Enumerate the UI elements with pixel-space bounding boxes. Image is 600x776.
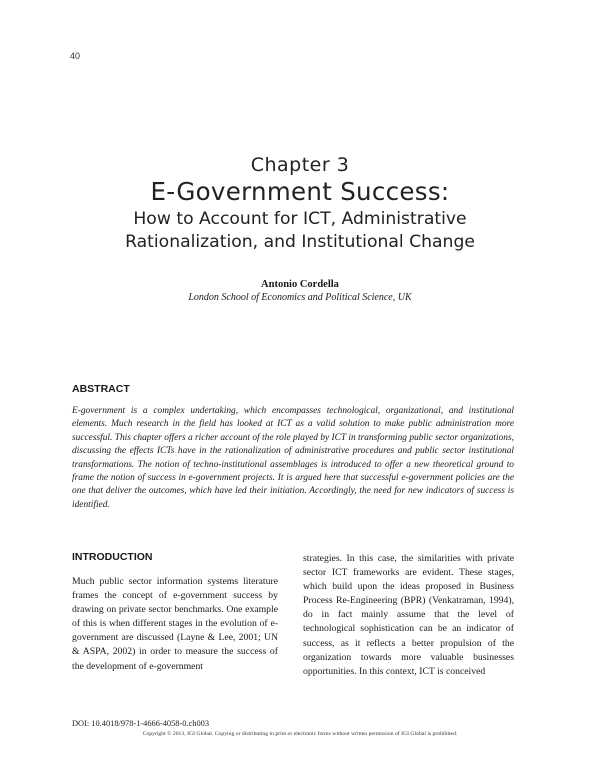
introduction-heading: INTRODUCTION [72, 551, 153, 563]
author-affiliation: London School of Economics and Political Science, UK [188, 292, 412, 303]
abstract-heading: ABSTRACT [72, 383, 130, 395]
subtitle-line-2: Rationalization, and Institutional Change [125, 232, 475, 252]
introduction-column-right: strategies. In this case, the similarities with private sector ICT frameworks are evident. These stages, which build upon the ideas proposed in Business Process Re-Engineering (BPR) (Venkatraman, 1994), do in fact mainly assume that the level of technological sophistication can be an indicator of success, as it reflects a better propulsion of the organization towards more valuable businesses opportunities. In this context, ICT is conceived [303, 553, 514, 677]
introduction-column-left: Much public sector information systems literature frames the concept of e-government success by drawing on private sector benchmarks. One example of this is when different stages in the evolution of e-government are discussed (Layne & Lee, 2001; UN & ASPA, 2002) in order to measure the success of the development of e-government [72, 576, 278, 672]
doi-line: DOI: 10.4018/978-1-4666-4058-0.ch003 [72, 719, 210, 728]
page-number: 40 [70, 51, 81, 61]
chapter-subtitle [0, 208, 600, 254]
copyright-notice: Copyright © 2013, IGI Global. Copying or distributing in print or electronic forms without written permission of IGI Global is prohibited. [142, 731, 458, 737]
subtitle-line-1: How to Account for ICT, Administrative [133, 209, 467, 229]
chapter-title: E-Government Success: [150, 177, 450, 206]
author-name: Antonio Cordella [261, 279, 339, 290]
abstract-text: E-government is a complex undertaking, which encompasses technological, organizational, and institutional elements. Much research in the field has looked at ICT as a valid solution to make public administration more successful. This chapter offers a richer account of the role played by ICT in transforming public sector organizations, discussing the effects ICTs have in the rationalization of administrative procedures and public sector institutional transformations. The notion of techno-institutional assemblages is introduced to offer a new theoretical ground to frame the notion of success in e-government projects. It is argued here that successful e-government policies are the one that deliver the outcomes, which have led their initiation. Accordingly, the need for new indicators of success is identified. [72, 406, 514, 510]
chapter-label: Chapter 3 [250, 154, 350, 176]
